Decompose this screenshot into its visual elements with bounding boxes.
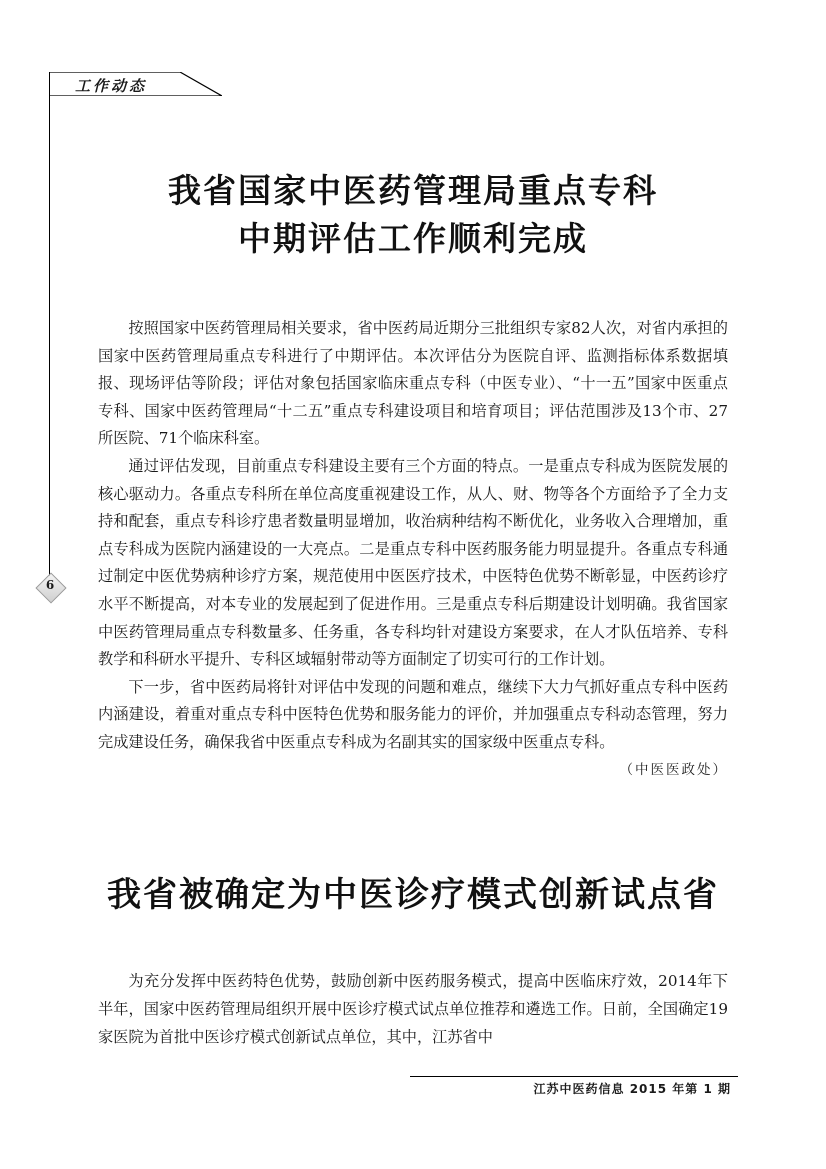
footer-publication: 江苏中医药信息 2015 年第 1 期	[533, 1082, 731, 1096]
article1-paragraph-1: 按照国家中医药管理局相关要求，省中医药局近期分三批组织专家82人次，对省内承担的国家中医药管理局重点专科进行了中期评估。本次评估分为医院自评、监测指标体系数据填报、现场评估等阶段；评估对象包括国家临床重点专科（中医专业）、“十一五”国家中医重点专科、国家中医药管理局“十二五”重点专科建设项目和培育项目；评估范围涉及13个市、27所医院、71个临床科室。	[98, 319, 728, 448]
article1-paragraph-3: 下一步，省中医药局将针对评估中发现的问题和难点，继续下大力气抓好重点专科中医药内涵建设，着重对重点专科中医特色优势和服务能力的评价，并加强重点专科动态管理，努力完成建设任务，确保我省中医重点专科成为名副其实的国家级中医重点专科。	[98, 677, 728, 751]
section-tab	[50, 72, 222, 96]
article2-paragraph-1: 为充分发挥中医药特色优势，鼓励创新中医药服务模式，提高中医临床疗效，2014年下半年，国家中医药管理局组织开展中医诊疗模式试点单位推荐和遴选工作。日前，全国确定19家医院为首批中医诊疗模式创新试点单位，其中，江苏省中	[98, 972, 728, 1046]
section-label: 工作动态	[75, 77, 148, 95]
article1-title-line2: 中期评估工作顺利完成	[238, 219, 588, 258]
page-number: 6	[45, 578, 55, 592]
margin-rule	[49, 72, 50, 577]
article1-title-line1: 我省国家中医药管理局重点专科	[168, 171, 658, 210]
article1-body	[98, 315, 728, 784]
footer-rule	[410, 1076, 738, 1077]
article2-title: 我省被确定为中医诊疗模式创新试点省	[107, 875, 719, 915]
article2-body	[98, 967, 728, 1051]
page-number-badge	[36, 573, 64, 601]
article1-paragraph-2: 通过评估发现，目前重点专科建设主要有三个方面的特点。一是重点专科成为医院发展的核心驱动力。各重点专科所在单位高度重视建设工作，从人、财、物等各个方面给予了全力支持和配套，重点专科诊疗患者数量明显增加，收治病种结构不断优化，业务收入合理增加，重点专科成为医院内涵建设的一大亮点。二是重点专科中医药服务能力明显提升。各重点专科通过制定中医优势病种诊疗方案，规范使用中医医疗技术，中医特色优势不断彰显，中医药诊疗水平不断提高，对本专业的发展起到了促进作用。三是重点专科后期建设计划明确。我省国家中医药管理局重点专科数量多、任务重，各专科均针对建设方案要求，在人才队伍培养、专科教学和科研水平提升、专科区域辐射带动等方面制定了切实可行的工作计划。	[98, 456, 728, 669]
article1-source: （中医医政处）	[619, 761, 728, 778]
